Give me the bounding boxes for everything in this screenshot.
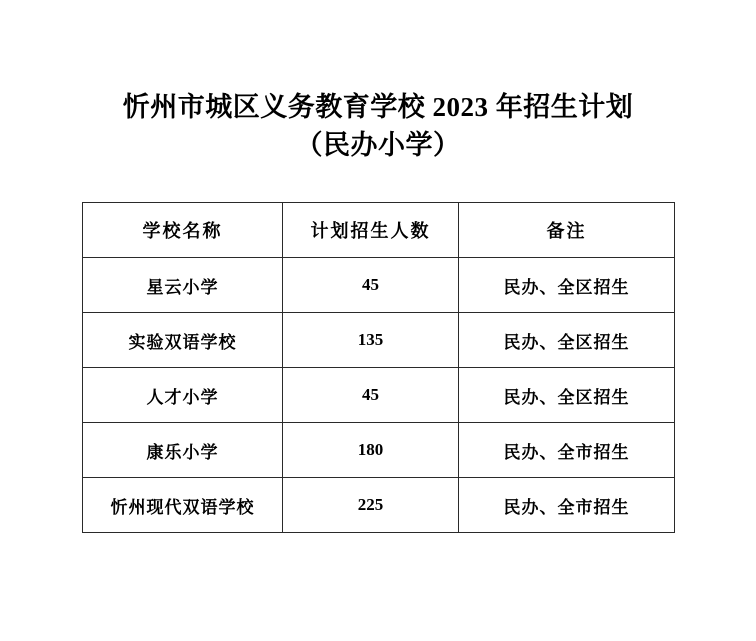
cell-note: 民办、全区招生 [459, 258, 675, 313]
document-title [0, 0, 756, 164]
column-header-plan: 计划招生人数 [283, 203, 459, 258]
cell-plan: 225 [283, 478, 459, 533]
enrollment-table-container [82, 202, 674, 533]
enrollment-table [82, 202, 675, 533]
cell-plan: 135 [283, 313, 459, 368]
table-row [83, 258, 675, 313]
cell-school: 人才小学 [83, 368, 283, 423]
cell-plan: 45 [283, 258, 459, 313]
cell-plan: 180 [283, 423, 459, 478]
cell-school: 忻州现代双语学校 [83, 478, 283, 533]
table-header [83, 203, 675, 258]
cell-note: 民办、全区招生 [459, 313, 675, 368]
cell-plan: 45 [283, 368, 459, 423]
table-row [83, 423, 675, 478]
table-body [83, 258, 675, 533]
cell-school: 实验双语学校 [83, 313, 283, 368]
table-row [83, 478, 675, 533]
table-row [83, 368, 675, 423]
cell-note: 民办、全市招生 [459, 423, 675, 478]
column-header-note: 备注 [459, 203, 675, 258]
cell-school: 星云小学 [83, 258, 283, 313]
cell-note: 民办、全市招生 [459, 478, 675, 533]
table-header-row [83, 203, 675, 258]
table-row [83, 313, 675, 368]
cell-note: 民办、全区招生 [459, 368, 675, 423]
column-header-school: 学校名称 [83, 203, 283, 258]
title-line-primary: 忻州市城区义务教育学校 2023 年招生计划 [122, 92, 634, 122]
title-line-secondary: （民办小学） [295, 130, 461, 160]
cell-school: 康乐小学 [83, 423, 283, 478]
